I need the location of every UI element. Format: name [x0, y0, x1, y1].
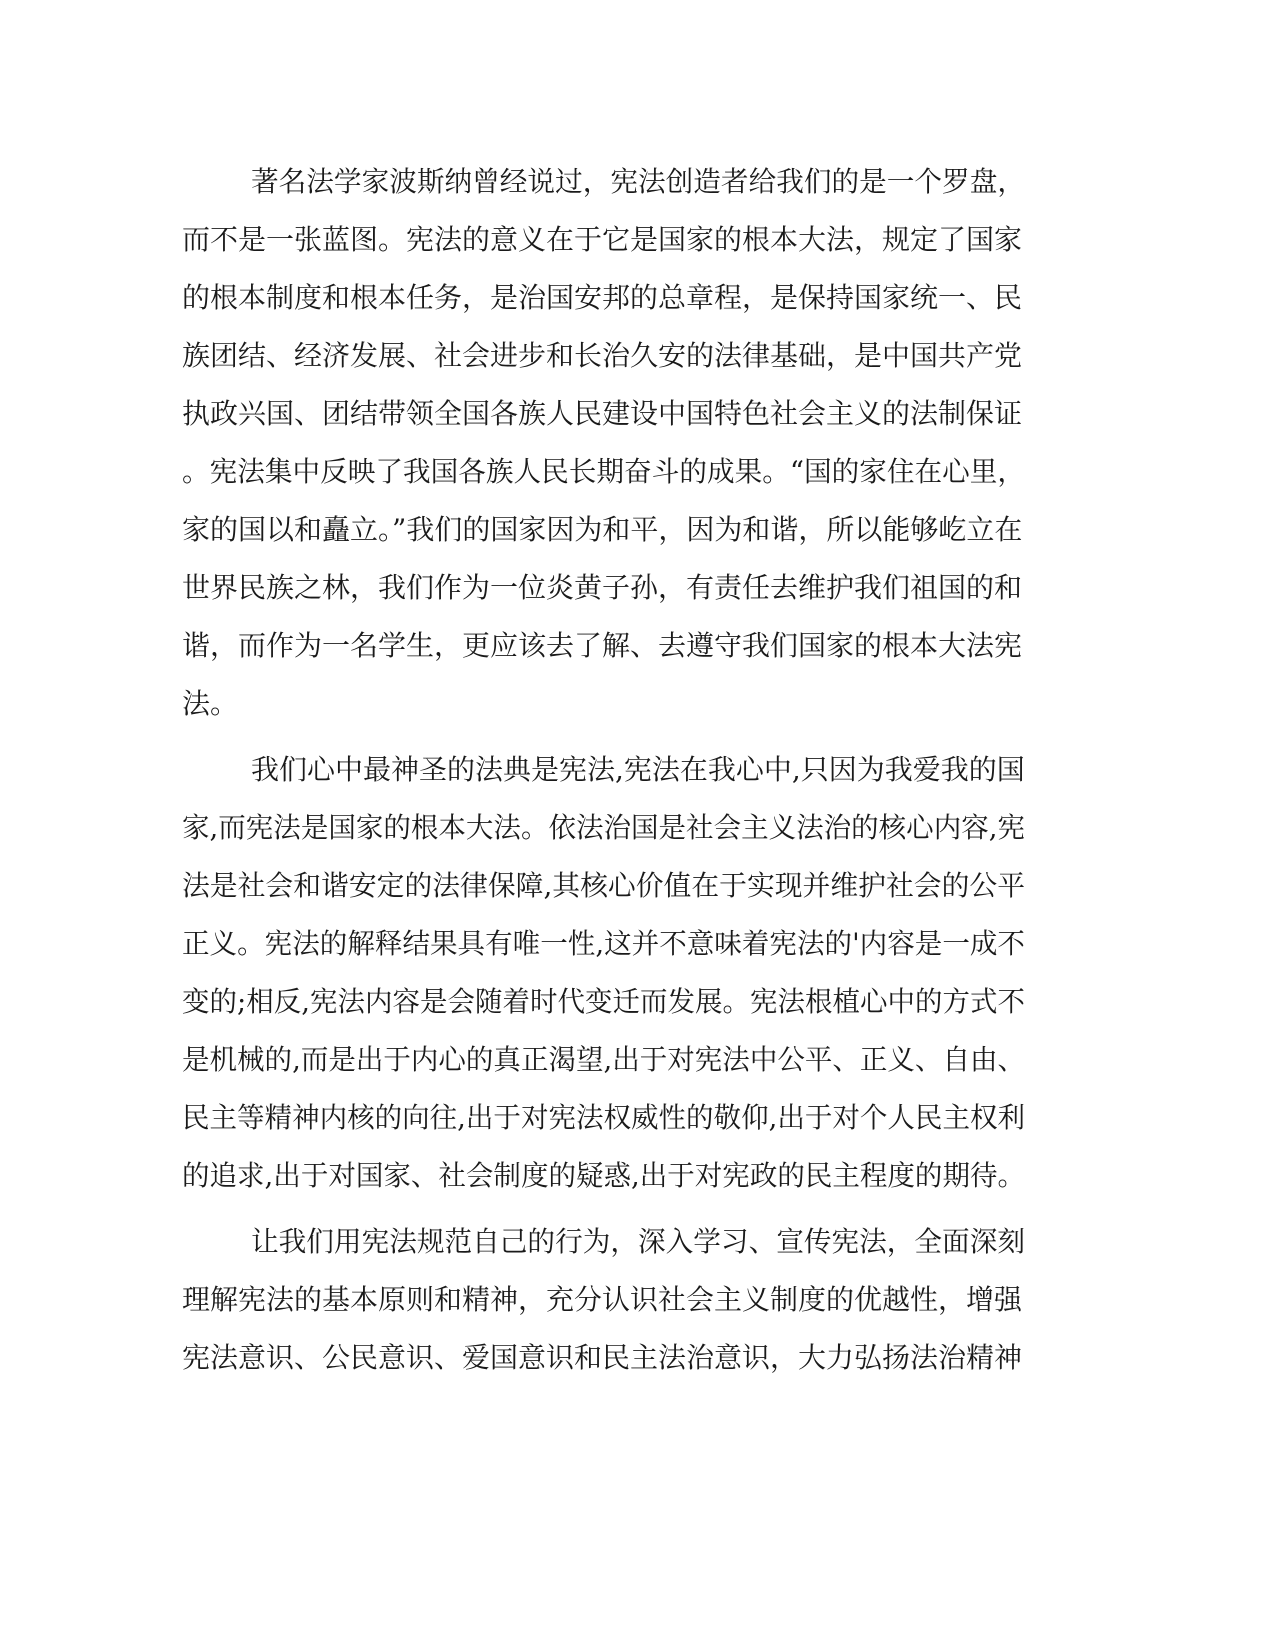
paragraph-3-line-3: 宪法意识、公民意识、爱国意识和民主法治意识，大力弘扬法治精神	[182, 1341, 1023, 1374]
paragraph-1-line-8: 世界民族之林，我们作为一位炎黄子孙，有责任去维护我们祖国的和	[182, 571, 1023, 604]
paragraph-2-line-1: 我们心中最神圣的法典是宪法,宪法在我心中,只因为我爱我的国	[251, 753, 1025, 786]
paragraph-3-line-2: 理解宪法的基本原则和精神，充分认识社会主义制度的优越性，增强	[182, 1283, 1023, 1316]
paragraph-2-line-2: 家,而宪法是国家的根本大法。依法治国是社会主义法治的核心内容,宪	[182, 811, 1025, 844]
paragraph-2-line-5: 变的;相反,宪法内容是会随着时代变迁而发展。宪法根植心中的方式不	[182, 985, 1025, 1018]
paragraph-1-line-5: 执政兴国、团结带领全国各族人民建设中国特色社会主义的法制保证	[182, 397, 1023, 430]
paragraph-1-line-7: 家的国以和矗立。”我们的国家因为和平，因为和谐，所以能够屹立在	[182, 513, 1023, 546]
paragraph-1-line-1: 著名法学家波斯纳曾经说过，宪法创造者给我们的是一个罗盘，	[251, 165, 1025, 198]
paragraph-1-line-4: 族团结、经济发展、社会进步和长治久安的法律基础，是中国共产党	[182, 339, 1023, 372]
paragraph-2-line-4: 正义。宪法的解释结果具有唯一性,这并不意味着宪法的'内容是一成不	[182, 927, 1025, 960]
paragraph-1-line-6: 。宪法集中反映了我国各族人民长期奋斗的成果。“国的家住在心里，	[182, 455, 1025, 488]
paragraph-2-line-7: 民主等精神内核的向往,出于对宪法权威性的敬仰,出于对个人民主权利	[182, 1101, 1025, 1134]
paragraph-1-line-3: 的根本制度和根本任务，是治国安邦的总章程，是保持国家统一、民	[182, 281, 1023, 314]
paragraph-1-line-10: 法。	[182, 687, 239, 720]
paragraph-1-line-2: 而不是一张蓝图。宪法的意义在于它是国家的根本大法，规定了国家	[182, 223, 1023, 256]
paragraph-2-line-3: 法是社会和谐安定的法律保障,其核心价值在于实现并维护社会的公平	[182, 869, 1025, 902]
paragraph-2-line-8: 的追求,出于对国家、社会制度的疑惑,出于对宪政的民主程度的期待。	[182, 1159, 1025, 1192]
paragraph-1-line-9: 谐，而作为一名学生，更应该去了解、去遵守我们国家的根本大法宪	[182, 629, 1023, 662]
paragraph-3-line-1: 让我们用宪法规范自己的行为，深入学习、宣传宪法，全面深刻	[251, 1225, 1025, 1258]
paragraph-2-line-6: 是机械的,而是出于内心的真正渴望,出于对宪法中公平、正义、自由、	[182, 1043, 1025, 1076]
